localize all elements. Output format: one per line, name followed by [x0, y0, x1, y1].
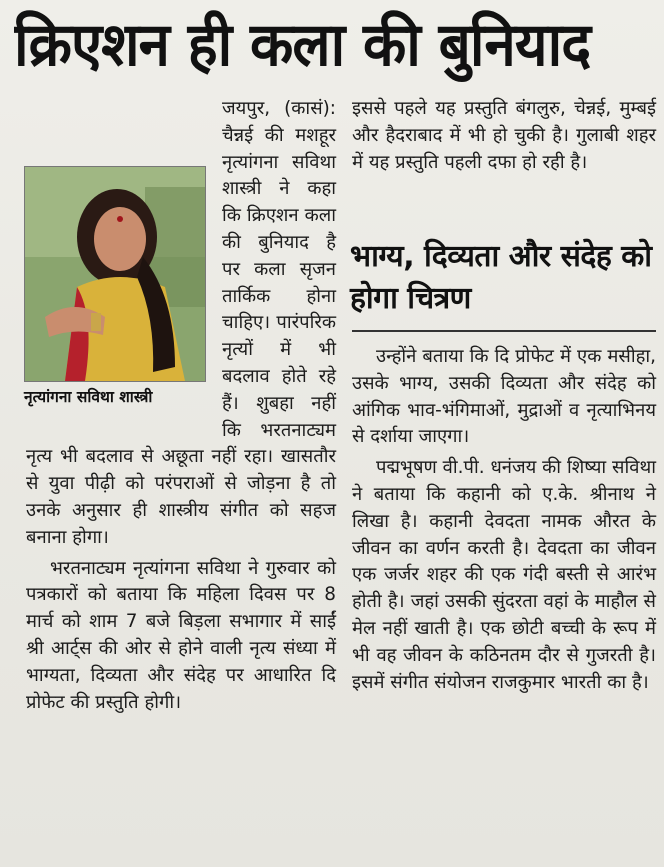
subheading-rule — [352, 330, 656, 332]
right-column-top — [352, 96, 656, 176]
right-top-paragraph: इससे पहले यह प्रस्तुति बंगलुरु, चेन्नई, मुम्बई और हैदराबाद में भी हो चुकी है। गुलाबी शहर में यह प्रस्तुति पहली दफा हो रही है। — [352, 98, 656, 173]
headline: क्रिएशन ही कला की बुनियाद — [14, 10, 591, 80]
right-paragraph-2: पद्मभूषण वी.पी. धनंजय की शिष्या सविथा ने बताया कि कहानी को ए.के. श्रीनाथ ने लिखा है। कहानी देवदता नामक औरत के जीवन का वर्णन करती है। देवदता का जीवन एक जर्जर शहर की एक गंदी बस्ती से आरंभ होती है। जहां उसकी सुंदरता वहां के माहौल से मेल नहीं खाती है। एक छोटी बच्ची के रूप में भी वह जीवन के कठिनतम दौर से गुजरती है। इसमें संगीत संयोजन राजकुमार भारती का है। — [352, 457, 656, 693]
dancer-illustration — [25, 167, 205, 381]
photo-block — [24, 96, 214, 424]
right-column-body — [352, 344, 656, 696]
left-second-paragraph: भरतनाट्यम नृत्यांगना सविथा ने गुरुवार को पत्रकारों को बताया कि महिला दिवस पर 8 मार्च को शाम 7 बजे बिड़ला सभागार में साईं श्री आर्ट्स की ओर से होने वाली नृत्य संध्या में भाग्यता, दिव्यता और संदेह पर आधारित दि प्रोफेट की प्रस्तुति होगी। — [26, 557, 336, 713]
left-opening-paragraph: जयपुर, (कासं): चैन्नई की मशहूर नृत्यांगना सविथा शास्त्री ने कहा कि क्रिएशन कला की बुनियाद है पर कला सृजन तार्किक होना चाहिए। पारंपरिक नृत्यों में भी बदलाव होते रहे हैं। शुबहा नहीं कि भरतनाट्यम नृत्य भी बदलाव से अछूता नहीं रहा। खासतौर से युवा पीढ़ी को परंपराओं से जोड़ना है तो उनके अनुसार ही शास्त्रीय संगीत को सहज बनाना होगा। — [26, 98, 336, 548]
left-column — [26, 96, 336, 716]
photo-caption: नृत्यांगना सविथा शास्त्री — [24, 388, 153, 406]
subheading: भाग्य, दिव्यता और संदेह को होगा चित्रण — [350, 239, 652, 316]
right-paragraph-1: उन्होंने बताया कि दि प्रोफेट में एक मसीहा, उसके भाग्य, उसकी दिव्यता और संदेह को आंगिक भाव-भंगिमाओं, मुद्राओं व नृत्याभिनय से दर्शाया जाएगा। — [352, 346, 656, 448]
dancer-photo — [24, 166, 206, 382]
